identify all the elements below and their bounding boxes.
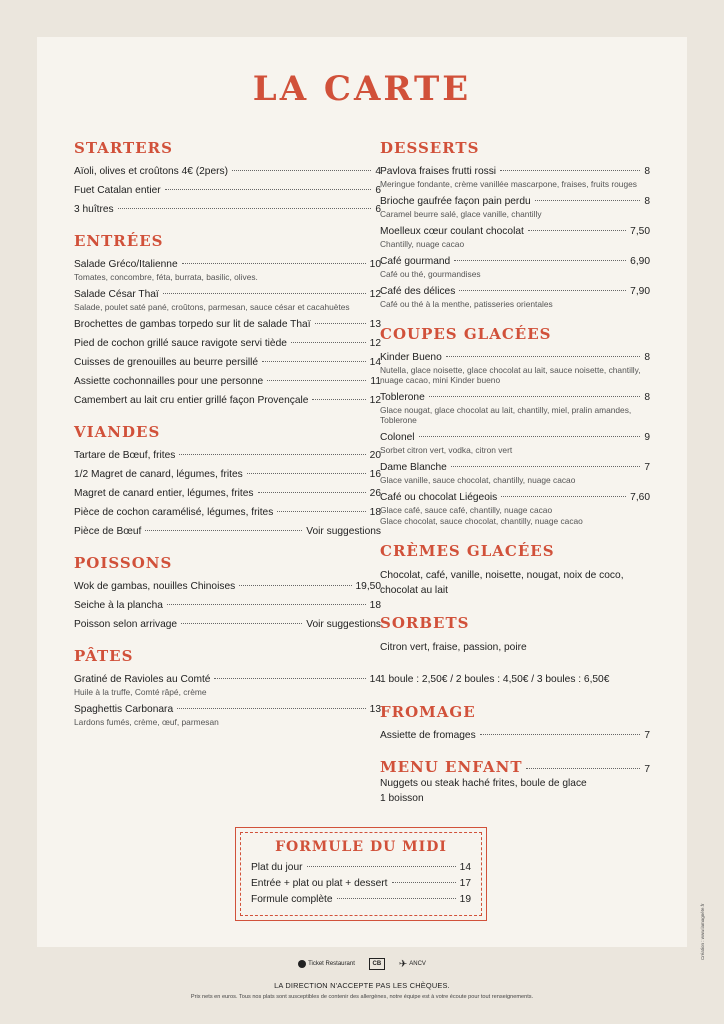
dot-leader bbox=[179, 454, 365, 455]
item-description: Glace nougat, glace chocolat au lait, chantilly, miel, pralin amandes, Toblerone bbox=[380, 405, 632, 425]
ticket-restaurant-logo: Ticket Restaurant bbox=[298, 960, 355, 968]
formule-price: 17 bbox=[459, 878, 471, 889]
item-name: Toblerone bbox=[380, 392, 425, 403]
menu-enfant-line: 1 boisson bbox=[380, 793, 424, 804]
item-name: Brioche gaufrée façon pain perdu bbox=[380, 196, 531, 207]
menu-item-row bbox=[74, 318, 381, 331]
menu-item bbox=[74, 506, 381, 519]
section-title: VIANDES bbox=[74, 423, 161, 441]
item-price: 13 bbox=[369, 704, 381, 715]
item-price: 19,50 bbox=[355, 581, 381, 592]
dot-leader bbox=[459, 290, 626, 291]
item-description: Nutella, glace noisette, glace chocolat au lait, sauce noisette, chantilly, nuage cacao, mini Kinder bueno bbox=[380, 365, 641, 385]
formule-row bbox=[251, 861, 471, 874]
menu-item-row bbox=[380, 391, 650, 404]
item-price: 7,60 bbox=[630, 492, 650, 503]
dot-leader bbox=[165, 189, 372, 190]
section-pates bbox=[74, 647, 381, 727]
item-name: Brochettes de gambas torpedo sur lit de salade Thaï bbox=[74, 319, 311, 330]
formule-name: Plat du jour bbox=[251, 862, 303, 873]
menu-item bbox=[74, 618, 381, 631]
dot-leader bbox=[145, 530, 302, 531]
dot-leader bbox=[182, 263, 366, 264]
item-description: Tomates, concombre, féta, burrata, basilic, olives. bbox=[74, 272, 258, 282]
item-price: 14 bbox=[369, 357, 381, 368]
section-starters bbox=[74, 139, 381, 216]
section-entrees bbox=[74, 232, 381, 407]
menu-item-row bbox=[74, 356, 381, 369]
left-column bbox=[74, 139, 381, 743]
formule-price: 14 bbox=[459, 862, 471, 873]
formule-rows bbox=[241, 861, 481, 906]
dot-leader bbox=[528, 230, 626, 231]
dot-leader bbox=[177, 708, 366, 709]
menu-item bbox=[74, 165, 381, 178]
dot-leader bbox=[118, 208, 372, 209]
menu-item-row bbox=[380, 255, 650, 268]
dot-leader bbox=[291, 342, 366, 343]
menu-item-row bbox=[380, 491, 650, 504]
menu-item bbox=[380, 491, 650, 526]
dot-leader bbox=[181, 623, 302, 624]
dot-leader bbox=[267, 380, 366, 381]
dot-leader bbox=[337, 898, 456, 899]
dot-leader bbox=[535, 200, 641, 201]
item-name: Kinder Bueno bbox=[380, 352, 442, 363]
item-price: 7 bbox=[644, 730, 650, 741]
menu-item bbox=[74, 703, 381, 727]
item-description: Glace vanille, sauce chocolat, chantilly, nuage cacao bbox=[380, 475, 576, 485]
item-name: Fuet Catalan entier bbox=[74, 185, 161, 196]
item-description: Chantilly, nuage cacao bbox=[380, 239, 465, 249]
menu-item bbox=[380, 431, 650, 455]
formule-inner-border bbox=[240, 832, 482, 916]
menu-item-row bbox=[74, 394, 381, 407]
formule-price: 19 bbox=[459, 894, 471, 905]
section-title: MENU ENFANT bbox=[380, 758, 523, 776]
ancv-logo: ✈ ANCV bbox=[398, 958, 426, 970]
formule-name: Entrée + plat ou plat + dessert bbox=[251, 878, 388, 889]
menu-item-row bbox=[74, 184, 381, 197]
design-credit: Création : www.lamagnéte.fr bbox=[700, 903, 705, 960]
menu-item bbox=[74, 258, 381, 282]
item-name: Aïoli, olives et croûtons 4€ (2pers) bbox=[74, 166, 229, 177]
section-title: SORBETS bbox=[380, 614, 470, 632]
menu-item-row bbox=[74, 618, 381, 631]
menu-item bbox=[74, 356, 381, 369]
item-price: 20 bbox=[369, 450, 381, 461]
item-price: 8 bbox=[644, 196, 650, 207]
dot-leader bbox=[429, 396, 641, 397]
menu-item bbox=[74, 487, 381, 500]
menu-item-row bbox=[74, 288, 381, 301]
section-title: CRÈMES GLACÉES bbox=[380, 542, 555, 560]
item-name: Pièce de cochon caramélisé, légumes, frites bbox=[74, 507, 274, 518]
item-name: 3 huîtres bbox=[74, 204, 114, 215]
menu-item bbox=[74, 525, 381, 538]
item-price: 14 bbox=[369, 674, 381, 685]
dot-leader bbox=[526, 768, 640, 769]
item-price: 8 bbox=[644, 392, 650, 403]
menu-item-row bbox=[74, 487, 381, 500]
item-description: Sorbet citron vert, vodka, citron vert bbox=[380, 445, 513, 455]
dot-leader bbox=[262, 361, 366, 362]
section-text: Chocolat, café, vanille, noisette, nougat, noix de coco, chocolat au lait bbox=[380, 570, 624, 596]
formule-title: FORMULE DU MIDI bbox=[275, 839, 447, 855]
menu-item bbox=[380, 391, 650, 425]
menu-item bbox=[380, 285, 650, 309]
formule-row bbox=[251, 877, 471, 890]
item-price: 7,90 bbox=[630, 286, 650, 297]
dot-leader bbox=[500, 170, 640, 171]
section-sorbets bbox=[380, 614, 650, 687]
item-name: Cuisses de grenouilles au beurre persillé bbox=[74, 357, 259, 368]
menu-item bbox=[380, 225, 650, 249]
menu-item-row bbox=[380, 351, 650, 364]
menu-item bbox=[74, 375, 381, 388]
item-name: Colonel bbox=[380, 432, 415, 443]
menu-item-row bbox=[74, 375, 381, 388]
item-description: Caramel beurre salé, glace vanille, chantilly bbox=[380, 209, 542, 219]
item-price: 12 bbox=[369, 395, 381, 406]
payment-logos bbox=[0, 955, 724, 973]
menu-item-row bbox=[74, 580, 381, 593]
item-price: 18 bbox=[369, 600, 381, 611]
section-pricing: 1 boule : 2,50€ / 2 boules : 4,50€ / 3 boules : 6,50€ bbox=[380, 674, 610, 685]
menu-item bbox=[380, 461, 650, 485]
menu-item-row bbox=[74, 506, 381, 519]
dot-leader bbox=[315, 323, 366, 324]
menu-item bbox=[74, 673, 381, 697]
item-name: Pièce de Bœuf bbox=[74, 526, 142, 537]
item-name: Poisson selon arrivage bbox=[74, 619, 178, 630]
menu-item-row bbox=[74, 337, 381, 350]
right-column bbox=[380, 139, 650, 822]
item-name: 1/2 Magret de canard, légumes, frites bbox=[74, 469, 243, 480]
menu-enfant-heading bbox=[380, 758, 650, 776]
menu-item bbox=[74, 203, 381, 216]
item-description: Meringue fondante, crème vanillée mascarpone, fraises, fruits rouges bbox=[380, 179, 637, 189]
item-price: 18 bbox=[369, 507, 381, 518]
menu-item-row bbox=[74, 703, 381, 716]
section-cremes-glacees bbox=[380, 542, 650, 598]
item-price: 12 bbox=[369, 289, 381, 300]
menu-item-row bbox=[380, 225, 650, 238]
dot-leader bbox=[277, 511, 365, 512]
dot-leader bbox=[454, 260, 626, 261]
menu-item bbox=[380, 351, 650, 385]
dot-leader bbox=[307, 866, 456, 867]
item-description: Lardons fumés, crème, œuf, parmesan bbox=[74, 717, 219, 727]
menu-item-row bbox=[380, 165, 650, 178]
dot-leader bbox=[167, 604, 366, 605]
menu-page bbox=[37, 37, 687, 947]
item-name: Assiette de fromages bbox=[380, 730, 476, 741]
dot-leader bbox=[232, 170, 371, 171]
menu-item-row bbox=[380, 729, 650, 742]
menu-item bbox=[74, 184, 381, 197]
item-price: 16 bbox=[369, 469, 381, 480]
item-price: 6,90 bbox=[630, 256, 650, 267]
menu-item-row bbox=[74, 673, 381, 686]
item-price: 6 bbox=[375, 185, 381, 196]
menu-item bbox=[380, 195, 650, 219]
cb-logo: CB bbox=[369, 958, 385, 970]
dot-leader bbox=[480, 734, 641, 735]
section-menu-enfant bbox=[380, 758, 650, 806]
section-title: DESSERTS bbox=[380, 139, 480, 157]
menu-item bbox=[74, 580, 381, 593]
dot-leader bbox=[258, 492, 366, 493]
item-price: 12 bbox=[369, 338, 381, 349]
item-price: 9 bbox=[644, 432, 650, 443]
item-price: Voir suggestions bbox=[306, 619, 381, 630]
item-description: Huile à la truffe, Comté râpé, crème bbox=[74, 687, 207, 697]
item-price: 13 bbox=[369, 319, 381, 330]
menu-item bbox=[74, 337, 381, 350]
menu-item-row bbox=[74, 203, 381, 216]
menu-item-row bbox=[74, 258, 381, 271]
menu-item bbox=[380, 729, 650, 742]
item-price: 6 bbox=[375, 204, 381, 215]
item-price: 26 bbox=[369, 488, 381, 499]
dot-leader bbox=[419, 436, 641, 437]
formule-du-midi-box bbox=[235, 827, 487, 921]
allergen-notice: Prix nets en euros. Tous nos plats sont susceptibles de contenir des allergènes, notre équipe est à votre écoute pour tout renseignements. bbox=[190, 994, 534, 1000]
item-name: Café ou chocolat Liégeois bbox=[380, 492, 498, 503]
menu-item-row bbox=[380, 195, 650, 208]
item-description: Café ou thé, gourmandises bbox=[380, 269, 481, 279]
menu-item-row bbox=[74, 468, 381, 481]
dot-leader bbox=[501, 496, 626, 497]
dot-leader bbox=[239, 585, 351, 586]
item-name: Wok de gambas, nouilles Chinoises bbox=[74, 581, 236, 592]
menu-item-row bbox=[380, 285, 650, 298]
item-description: Café ou thé à la menthe, patisseries orientales bbox=[380, 299, 553, 309]
menu-item bbox=[74, 288, 381, 312]
section-title: ENTRÉES bbox=[74, 232, 164, 250]
menu-item bbox=[74, 318, 381, 331]
menu-item bbox=[74, 468, 381, 481]
section-title: FROMAGE bbox=[380, 703, 476, 721]
item-description: Glace chocolat, sauce chocolat, chantilly, nuage cacao bbox=[380, 516, 583, 526]
item-name: Pavlova fraises frutti rossi bbox=[380, 166, 497, 177]
menu-item-row bbox=[380, 461, 650, 474]
dot-leader bbox=[312, 399, 365, 400]
no-cheques-notice: LA DIRECTION N'ACCEPTE PAS LES CHÈQUES. bbox=[274, 981, 450, 990]
item-price: 7,50 bbox=[630, 226, 650, 237]
item-price: Voir suggestions bbox=[306, 526, 381, 537]
section-desserts bbox=[380, 139, 650, 309]
menu-item bbox=[380, 255, 650, 279]
item-name: Seiche à la plancha bbox=[74, 600, 163, 611]
menu-item bbox=[74, 599, 381, 612]
section-viandes bbox=[74, 423, 381, 538]
dot-leader bbox=[446, 356, 641, 357]
item-name: Camembert au lait cru entier grillé façon Provençale bbox=[74, 395, 309, 406]
section-title: PÂTES bbox=[74, 647, 134, 665]
item-description: Glace café, sauce café, chantilly, nuage cacao bbox=[380, 505, 553, 515]
dot-leader bbox=[392, 882, 456, 883]
dot-leader bbox=[163, 293, 366, 294]
item-price: 7 bbox=[644, 462, 650, 473]
item-name: Spaghettis Carbonara bbox=[74, 704, 174, 715]
menu-item bbox=[380, 165, 650, 189]
item-price: 10 bbox=[369, 259, 381, 270]
item-name: Salade César Thaï bbox=[74, 289, 159, 300]
menu-item bbox=[74, 449, 381, 462]
item-name: Dame Blanche bbox=[380, 462, 447, 473]
item-description: Salade, poulet saté pané, croûtons, parmesan, sauce césar et cacahuètes bbox=[74, 302, 350, 312]
item-price: 7 bbox=[644, 764, 650, 775]
item-name: Gratiné de Ravioles au Comté bbox=[74, 674, 211, 685]
formule-row bbox=[251, 893, 471, 906]
dot-leader bbox=[214, 678, 365, 679]
menu-item-row bbox=[74, 525, 381, 538]
menu-item-row bbox=[74, 599, 381, 612]
section-title: COUPES GLACÉES bbox=[380, 325, 552, 343]
menu-item-row bbox=[74, 449, 381, 462]
item-name: Assiette cochonnailles pour une personne bbox=[74, 376, 264, 387]
dot-leader bbox=[247, 473, 366, 474]
item-name: Magret de canard entier, légumes, frites bbox=[74, 488, 254, 499]
item-price: 11 bbox=[370, 376, 381, 387]
menu-item-row bbox=[74, 165, 381, 178]
dot-leader bbox=[451, 466, 641, 467]
footer bbox=[0, 955, 724, 1000]
menu-item bbox=[74, 394, 381, 407]
section-title: POISSONS bbox=[74, 554, 173, 572]
menu-enfant-line: Nuggets ou steak haché frites, boule de glace bbox=[380, 778, 587, 789]
menu-item-row bbox=[380, 431, 650, 444]
item-name: Moelleux cœur coulant chocolat bbox=[380, 226, 524, 237]
section-coupes-glacees bbox=[380, 325, 650, 526]
section-poissons bbox=[74, 554, 381, 631]
item-name: Café des délices bbox=[380, 286, 456, 297]
item-name: Café gourmand bbox=[380, 256, 451, 267]
item-name: Salade Gréco/Italienne bbox=[74, 259, 178, 270]
item-price: 8 bbox=[644, 352, 650, 363]
section-title: STARTERS bbox=[74, 139, 173, 157]
formule-name: Formule complète bbox=[251, 894, 333, 905]
page-title: LA CARTE bbox=[252, 69, 472, 109]
item-price: 4 bbox=[375, 166, 381, 177]
item-name: Tartare de Bœuf, frites bbox=[74, 450, 176, 461]
item-name: Pied de cochon grillé sauce ravigote servi tiède bbox=[74, 338, 287, 349]
section-text: Citron vert, fraise, passion, poire bbox=[380, 642, 527, 653]
item-price: 8 bbox=[644, 166, 650, 177]
section-fromage bbox=[380, 703, 650, 742]
